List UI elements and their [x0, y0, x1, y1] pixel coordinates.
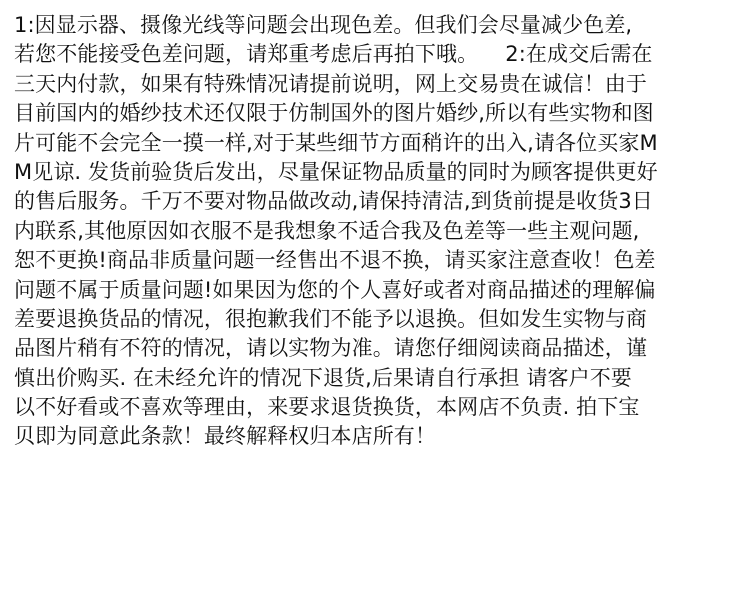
- notice-line-5: 片可能不会完全一摸一样,对于某些细节方面稍许的出入,请各位买家M: [14, 130, 658, 155]
- notice-line-6: M见谅. 发货前验货后发出，尽量保证物品质量的同时为顾客提供更好: [14, 159, 658, 184]
- notice-line-3: 三天内付款，如果有特殊情况请提前说明，网上交易贵在诚信！由于: [14, 71, 647, 96]
- store-policy-notice: [14, 11, 744, 452]
- notice-line-4: 目前国内的婚纱技术还仅限于仿制国外的图片婚纱,所以有些实物和图: [14, 101, 654, 126]
- notice-line-15: 贝即为同意此条款！最终解释权归本店所有！: [14, 424, 436, 449]
- notice-line-7: 的售后服务。千万不要对物品做改动,请保持清洁,到货前提是收货3日: [14, 189, 653, 214]
- notice-line-12: 品图片稍有不符的情况，请以实物为准。请您仔细阅读商品描述，谨: [14, 336, 647, 361]
- notice-line-1: 1:因显示器、摄像光线等问题会出现色差。但我们会尽量减少色差,: [14, 13, 633, 37]
- notice-line-14: 以不好看或不喜欢等理由，来要求退货换货，本网店不负责. 拍下宝: [14, 395, 640, 420]
- notice-line-13: 慎出价购买. 在未经允许的情况下退货,后果请自行承担 请客户不要: [14, 365, 632, 390]
- notice-line-2: 若您不能接受色差问题，请郑重考虑后再拍下哦。 2:在成交后需在: [14, 42, 653, 67]
- notice-line-9: 恕不更换!商品非质量问题一经售出不退不换，请买家注意查收！色差: [14, 248, 656, 273]
- notice-line-10: 问题不属于质量问题!如果因为您的个人喜好或者对商品描述的理解偏: [14, 277, 656, 302]
- notice-line-11: 差要退换货品的情况，很抱歉我们不能予以退换。但如发生实物与商: [14, 306, 647, 331]
- notice-line-8: 内联系,其他原因如衣服不是我想象不适合我及色差等一些主观问题,: [14, 218, 640, 243]
